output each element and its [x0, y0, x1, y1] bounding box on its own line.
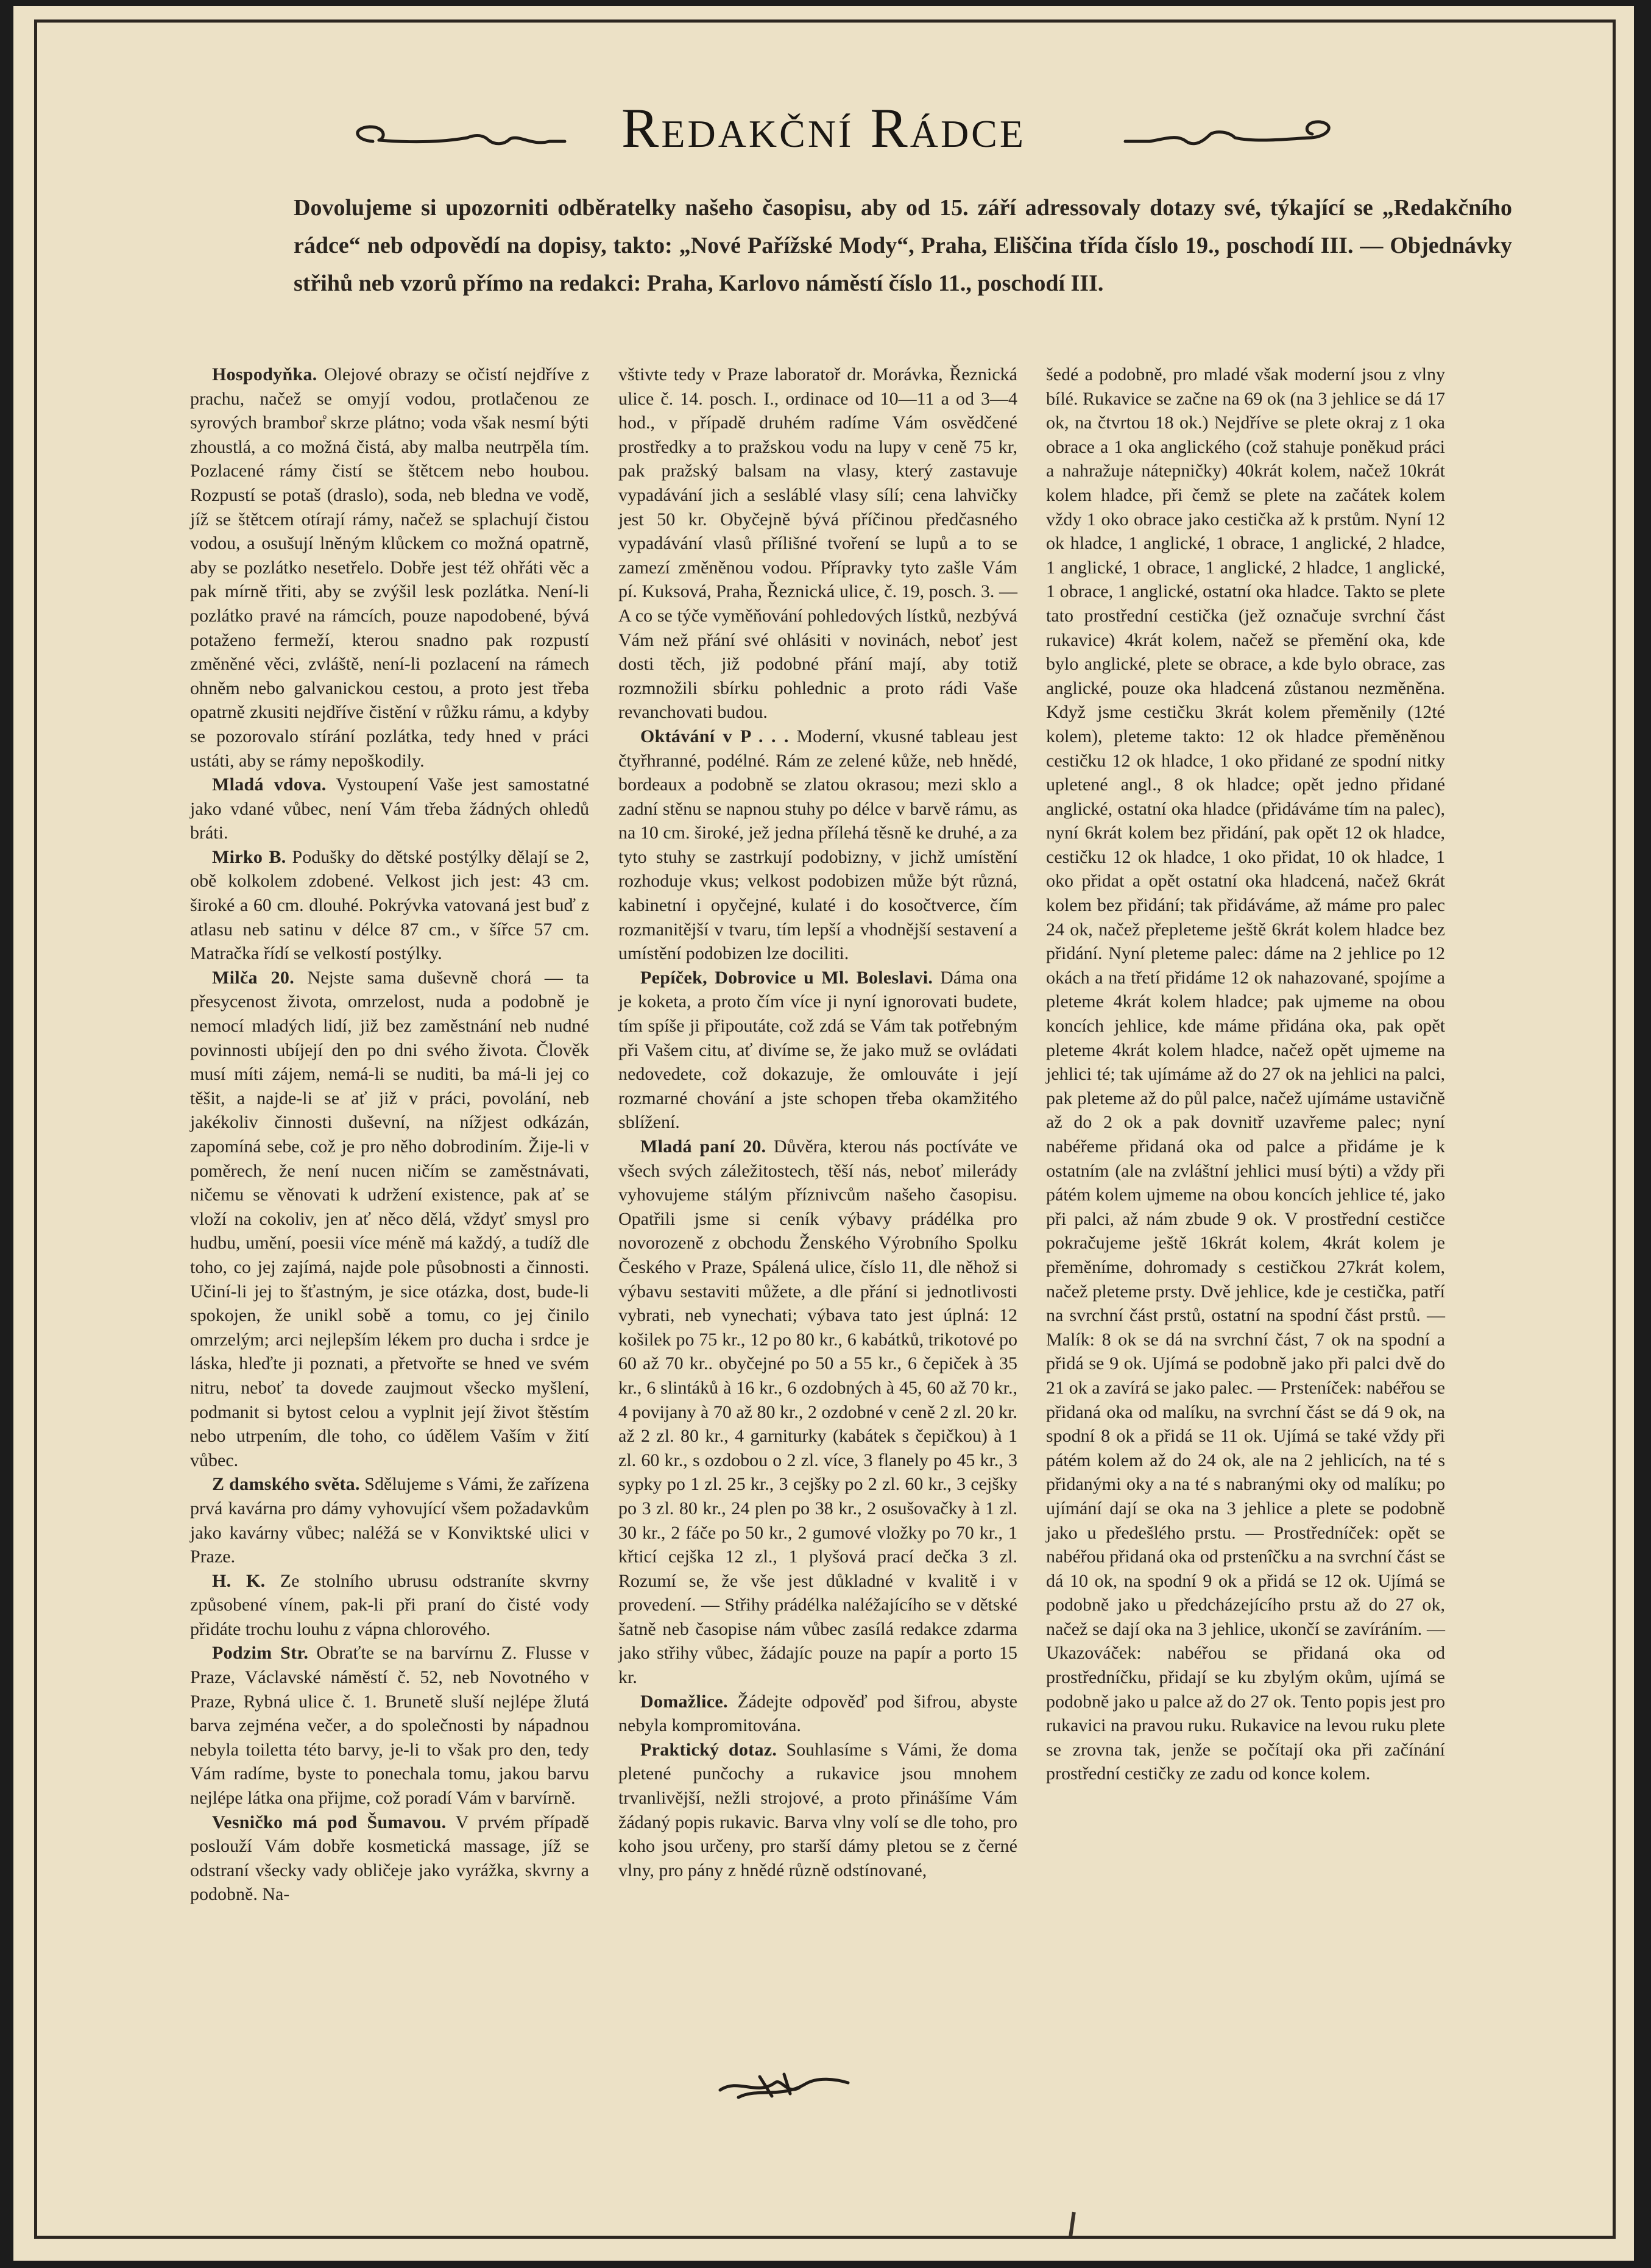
entry-text: Ze stolního ubrusu odstraníte skvrny způsobené vínem, pak-li při praní do čisté vody přidáte trochu louhu z vápna chlorového. [190, 1570, 589, 1639]
entry-text: Důvěra, kterou nás poctíváte ve všech svých záležitostech, těší nás, neboť milerády vyhovujeme stálým příznivcům našeho časopisu. Opatřili jsme si ceník výbavy prádélka pro novorozeně z obchodu Ženského Výrobního Spolku Českého v Praze, Spálená ulice, číslo 11, dle něhož si výbavu sestaviti můžete, a dle přání si jednotlivosti vybrati, neb vynechati; výbava tato jest úplná: 12 košilek po 75 kr., 12 po 80 kr., 6 kabátků, trikotové po 60 až 70 kr.. obyčejné po 50 a 55 kr., 6 čepiček à 35 kr., 6 slintáků à 16 kr., 6 ozdobných à 45, 60 až 70 kr., 4 povijany à 70 až 80 kr., 2 ozdobné v ceně 2 zl. 20 kr. až 2 zl. 80 kr., 4 garniturky (kabátek s čepičkou) à 1 zl. 60 kr., s ozdobou o 2 zl. více, 3 flanely po 45 kr., 3 sypky po 1 zl. 25 kr., 3 cejšky po 2 zl. 60 kr., 3 cejšky po 3 zl. 80 kr., 24 plen po 38 kr., 2 osušovačky à 1 zl. 30 kr., 2 fáče po 50 kr., 2 gumové vložky po 70 kr., 1 křticí cejška 12 zl., 1 plyšová prací dečka 3 zl. Rozumí se, že vše jest důkladné v kvalitě i v provedení. — Střihy prádélka naléžajícího se v dětské šatně neb časopise nám vůbec zasílá redakce zdarma jako střihy vůbec, žádajíc pouze na papír a porto 15 kr. [618, 1136, 1017, 1688]
answer-entry [1046, 363, 1445, 1786]
entry-addressee: Vesničko má pod Šumavou. [212, 1812, 447, 1832]
entry-addressee: Mladá paní 20. [640, 1136, 766, 1157]
entry-addressee: Praktický dotaz. [640, 1739, 777, 1760]
answer-entry [618, 725, 1017, 966]
entry-text: Olejové obrazy se očistí nejdříve z prachu, načež se omyjí vodou, protlačenou ze syrových brambor̊ skrze plátno; voda však nesmí býti zhoustlá, a co možná čistá, aby malba neutrpěla tím. Pozlacené rámy čistí se štětcem nebo houbou. Rozpustí se potaš (draslo), soda, neb bledna ve vodě, jíž se štětcem otírají rámy, načež se splachují čistou vodou, a osušují lněným klůckem co možná opatrně, aby se pozlátko nesetřelo. Dobře jest též ohřáti věc a pak mírně třiti, aby se zvýšil lesk pozlátka. Není-li pozlátko pravé na rámcích, pouze napodobené, bývá potaženo fermeží, kterou snadno pak rozpustí změněné věci, zvláště, není-li pozlacení na rámech ohněm nebo galvanickou cestou, a proto jest třeba opatrně zkusiti nejdříve čistění v růžku rámu, a kdyby se pozorovalo stírání pozlátka, tedy hned v práci ustáti, aby se rámy nepoškodily. [190, 364, 589, 771]
entry-text: Nejste sama duševně chorá — ta přesycenost života, omrzelost, nuda a podobně je nemocí mladých lidí, již bez zaměstnání neb nudné povinnosti ubíjejí den po dni svého života. Člověk musí míti zájem, nemá-li se nuditi, ba má-li jej co těšit, a najde-li se ať již v práci, povolání, neb jakékoliv činnosti duševní, na nížjest odkázán, zapomíná sebe, což je pro něho dobrodiním. Žije-li v poměrech, že není nucen ničím se zaměstnávati, ničemu se věnovati k udržení existence, pak ať se vloží na cokoliv, jen ať něco dělá, vždyť smysl pro hudbu, umění, poesii více méně má každý, a tudíž dle toho, co jej zajímá, najde pole působnosti a činnosti. Učiní-li jej to šťastným, je sice otázka, dost, bude-li spokojen, že unikl sobě a tomu, co jej činilo omrzelým; arci nejlepším lékem pro ducha i srdce je láska, hleďte ji poznati, a přetvořte se hned ve svém nitru, neboť ta dovede zaujmout všecko myšlení, podmanit si bytost celou a vyplnit její život štěstím nebo utrpením, dle toho, co údělem Vaším v žití vůbec. [190, 967, 589, 1470]
answer-entry [190, 1641, 589, 1810]
entry-addressee: Oktávání v P . . . [640, 726, 789, 746]
entry-text: V prvém případě poslouží Vám dobře kosmetická massage, jíž se odstraní všecky vady obličeje jako vyrážka, skvrny a podobně. Na- [190, 1812, 589, 1905]
magazine-page [13, 6, 1634, 2261]
answer-entry [618, 966, 1017, 1135]
entry-text: Podušky do dětské postýlky dělají se 2, obě kolkolem zdobené. Velkost jich jest: 43 cm. široké a 60 cm. dlouhé. Pokrývka vatovaná jest buď z atlasu neb satinu v délce 87 cm., v šířce 57 cm. Matračka řídí se velkostí postýlky. [190, 846, 589, 964]
entry-text: Sdělujeme s Vámi, že zařízena prvá kavárna pro dámy vyhovující všem požadavkům jako kavárny vůbec; naléžá se v Konviktské ulici v Praze. [190, 1474, 590, 1567]
entry-addressee: Mladá vdova. [212, 774, 327, 795]
answer-entry [618, 1690, 1017, 1738]
entry-text: vštivte tedy v Praze laboratoř dr. Morávka, Řeznická ulice č. 14. posch. I., ordinace od 10—11 a od 3—4 hod., v případě druhém radíme Vám osvědčené prostředky a to pražskou vodu na lupy v ceně 75 kr, pak pražský balsam na vlasy, který zastavuje vypadávání jich a sesláblé vlasy sílí; cena lahvičky jest 50 kr. Obyčejně bývá příčinou předčasného vypadávání vlasů přílišné tvoření se lupů a to se zamezí změněnou vodou. Přípravky tyto zašle Vám pí. Kuksová, Praha, Řeznická ulice, č. 19, posch. 3. — A co se týče vyměňování pohledových lístků, nezbývá Vám než přání své ohlásiti v novinách, neboť jest dosti těch, již podobné přání mají, aby totiž rozmnožili sbírku pohlednic a proto rádi Vaše revanchovati budou. [618, 364, 1017, 723]
answer-entry [190, 1810, 589, 1907]
column-right [1046, 363, 1445, 1786]
section-header [13, 91, 1634, 165]
entry-addressee: Milča 20. [212, 967, 295, 988]
entry-text: šedé a podobně, pro mladé však moderní jsou z vlny bílé. Rukavice se začne na 69 ok (na 3 jehlice se dá 17 ok, na čtvrtou 18 ok.) Nejdříve se plete okraj z 1 oka obrace a 1 oka anglického (což stahuje poněkud práci a nahražuje nátepničky) 40krát kolem, načež 10krát kolem hladce, při čemž se plete na začátek kolem vždy 1 oko obrace jako cestička až k prstům. Nyní 12 ok hladce, 1 anglické, 1 obrace, 1 anglické, 2 hladce, 1 anglické, 1 obrace, 1 anglické, 2 hladce, 1 anglické, 1 obrace, 1 anglické, ostatní oka hladce. Takto se plete tato prostřední cestička (jež označuje svrchní část rukavice) 4krát kolem, načež se přemění oka, kde bylo anglické, plete se obrace, a kde bylo obrace, zas anglické, pouze oka hladcená zůstanou nezměněna. Když jsme cestičku 3krát kolem přeměnily (12té kolem), pleteme takto: 12 ok hladce přeměněnou cestičku 12 ok hladce, 1 oko přidané ze spodní nitky upletené angl., 8 ok hladce; opět jedno přidané anglické, ostatní oka hladce (přidáváme tím na palec), nyní 6krát kolem bez přidání, pak opět 12 ok hladce, cestičku 12 ok hladce, 1 oko přidat, 10 ok hladce, 1 oko přidat a opět ostatní oka hladcená, načež 6krát kolem bez přidání; tak přidáváme, až máme pro palec 24 ok, načež přepleteme ještě 6krát kolem hladce bez přidání. Nyní pleteme palec: dáme na 2 jehlice po 12 okách a na třetí přidáme 12 ok nahazované, spojíme a pleteme 4krát kolem hladce; pak ujmeme na obou koncích jehlice, kde máme přidána oka, pak opět pleteme 4krát kolem hladce, načež opět ujmeme na jehlici té; tak ujímáme až do 27 ok na jehlici na palci, pak pleteme až do půl palce, načež ujímáme ustavičně až do 2 ok a pak dovnitř uzavřeme palec; nyní nabéřeme přidaná oka od palce a přidáme je k ostatním (ale na zvláštní jehlici musí býti) a vždy při pátém kolem ujmeme na obou koncích jehlice té, jako při palci, až nám zbude 9 ok. V prostřední cestičce pokračujeme ještě 16krát kolem, 4krát kolem je přeměníme, dohromady s cestičkou 27krát kolem, načež pleteme prsty. Dvě jehlice, kde je cestička, patří na svrchní část prstů, ostatní na spodní část prstů. — Malík: 8 ok se dá na svrchní část, 7 ok na spodní a přidá se 9 ok. Ujímá se podobně jako při palci dvě do 21 ok a zavírá se jako palec. — Prsteníček: nabéřou se přidaná oka od malíku, na svrchní část se dá 9 ok, na spodní 8 ok a přidá se 11 ok. Ujímá se také vždy při pátém kolem až do 24 ok, ale na 2 jehlicích, na té s přidanými oky a na té s nabranými oky od malíku; po ujímání dají se oka na 3 jehlice a plete se podobně jako u předešlého prstu. — Prostředníček: opět se nabéřou přidaná oka od prstenîčku a na svrchní část se dá 10 ok, na spodní 9 ok a přidá se 12 ok. Ujímá se podobně jako u předcházejícího prstu až do 27 ok, načež se dají oka na 3 jehlice, ukončí se zavíráním. — Ukazováček: nabéřou se přidaná oka od prostředníčku, přidají se ku zbylým okům, ujímá se podobně jako u palce až do 27 ok. Tento popis jest pro rukavici na pravou ruku. Rukavice na levou ruku plete se zrovna tak, jenže se počítají oka při začínání prostřední cestičky ze zadu od konce kolem. [1046, 364, 1445, 1784]
entry-text: Souhlasíme s Vámi, že doma pletené punčochy a rukavice jsou mnohem trvanlivější, nežli strojové, a proto přinášíme Vám žádaný popis rukavic. Barva vlny volí se dle toho, pro koho jsou určeny, pro starší dámy pletou se z černé vlny, pro pány z hnědé různě odstínované, [618, 1739, 1017, 1880]
answer-columns [190, 363, 1445, 2008]
entry-text: Žádejte odpověď pod šifrou, abyste nebyla kompromitována. [618, 1691, 1017, 1736]
entry-addressee: Domažlice. [640, 1691, 728, 1712]
entry-text: Dáma ona je koketa, a proto čím více ji nyní ignorovati budete, tím spíše ji připoutáte, což zdá se Vám tak potřebným při Vašem citu, ať divíme se, že jako muž se ovládati nedovedete, což dokazuje, že omlouváte i její rozmarné chování a jste schopen třeba okamžitého sblížení. [618, 967, 1017, 1133]
entry-addressee: Z damského světa. [212, 1474, 360, 1495]
entry-text: Obraťte se na barvírnu Z. Flusse v Praze, Václavské náměstí č. 52, neb Novotného v Praze, Rybná ulice č. 1. Brunetě sluší nejlépe žlutá barva zejména večer, a do společnosti by nápadnou nebyla toiletta této barvy, je-li to však pro den, tedy Vám radíme, byste to ponechala tomu, jakou barvu nejlépe látka ona přijme, což poradí Vám v barvírně. [190, 1643, 590, 1809]
entry-addressee: Mirko B. [212, 846, 286, 867]
ornament-icon [714, 2066, 854, 2102]
answer-entry [190, 1472, 589, 1568]
column-left [190, 363, 589, 1907]
entry-text: Moderní, vkusné tableau jest čtyřhranné, podélné. Rám ze zelené kůže, neb hnědé, bordeaux a podobně se zlatou okrasou; mezi sklo a zadní stěnu se napnou stuhy po délce v barvě rámu, as na 10 cm. široké, jež jedna přílehá těsně ke druhé, a za tyto stuhy se zastrkují podobizny, v jichž umístění rozhoduje vkus; velkost podobizen může být různá, kabinetní i opyčejné, kulaté i do kosočtverce, čím rozmanitější v tvaru, tím lepší a vhodnější sestavení a umístění podobizen lze dociliti. [618, 726, 1017, 964]
entry-addressee: Pepíček, Dobrovice u Ml. Boleslavi. [640, 967, 933, 988]
entry-addressee: H. K. [212, 1570, 266, 1591]
answer-entry [190, 845, 589, 966]
answer-entry [618, 1135, 1017, 1690]
intro-notice: Dovolujeme si upozorniti odběratelky našeho časopisu, aby od 15. září adressovaly dotazy své, týkající se „Redakčního rádce“ neb odpovědí na dopisy, takto: „Nové Pařížské Mody“, Praha, Eliščina třída číslo 19., poschodí III. — Objednávky střihů neb vzorů přímo na redakci: Praha, Karlovo náměstí číslo 11., poschodí III. [294, 195, 1512, 296]
answer-entry [190, 1569, 589, 1642]
answer-entry [190, 773, 589, 845]
answer-entry [190, 966, 589, 1472]
entry-addressee: Hospodyňka. [212, 364, 317, 384]
answer-entry [618, 1738, 1017, 1883]
column-middle [618, 363, 1017, 1882]
page-title: Redakční Rádce [621, 97, 1026, 159]
entry-addressee: Podzim Str. [212, 1643, 309, 1664]
answer-entry [190, 363, 589, 773]
entry-text: Vystoupení Vaše jest samostatné jako vdané vůbec, není Vám třeba žádných ohledů bráti. [190, 774, 589, 843]
answer-entry [618, 363, 1017, 725]
